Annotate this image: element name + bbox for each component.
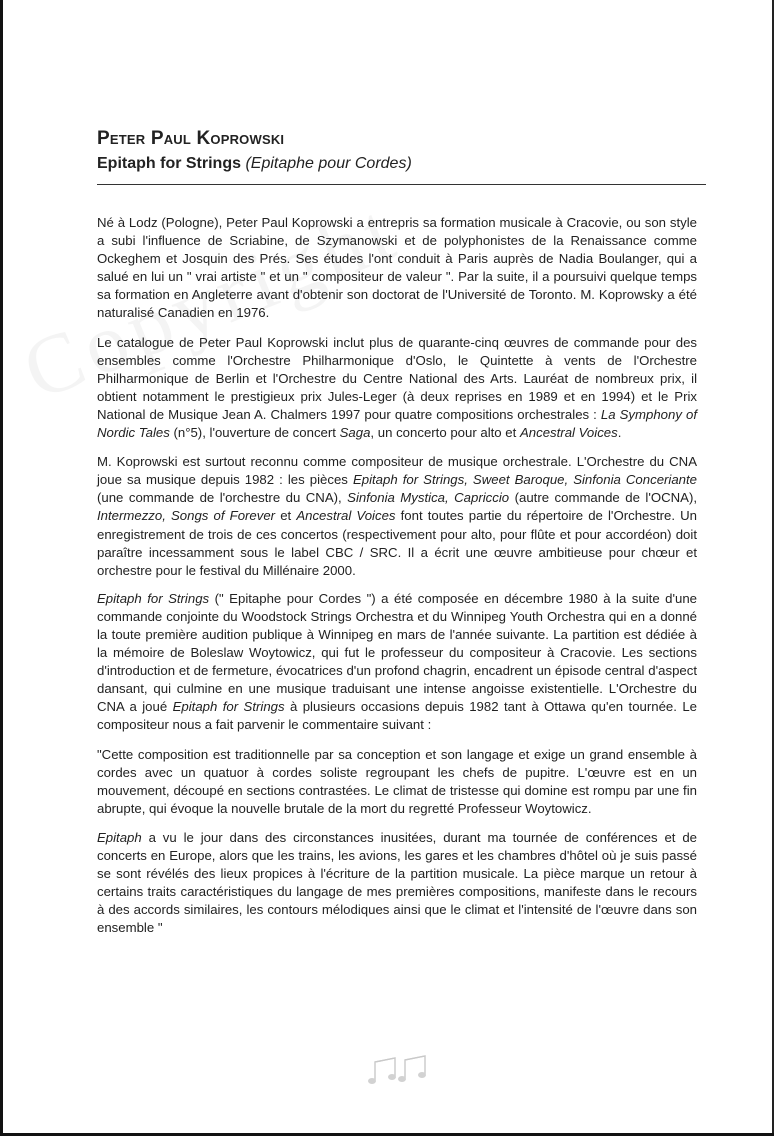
- paragraph-biography: Né à Lodz (Pologne), Peter Paul Koprowski a entrepris sa formation musicale à Cracovie, ou son style a subi l'influence de Scriabine, de Szymanowski et de polyphonistes de la Renaissance comme Ockeghem et Josquin des Prés. Ses études l'ont conduit à Paris auprès de Nadia Boulanger, qui a salué en lui un " vrai artiste " et un " compositeur de valeur ". Par la suite, il a poursuivi quelque temps sa formation en Angleterre avant d'obtenir son doctorat de l'Université de Toronto. M. Koprowsky a été naturalisé Canadien en 1976.: [97, 215, 697, 321]
- work-title-fr: (Epitaphe pour Cordes): [245, 155, 412, 172]
- work-reference: Sinfonia Mystica, Capriccio: [347, 490, 510, 506]
- text-run: (une commande de l'orchestre du CNA),: [97, 490, 348, 506]
- paragraph-epitaph: [97, 590, 697, 735]
- paragraph-quote-1: "Cette composition est traditionnelle par sa conception et son langage et exige un grand ensemble à cordes avec un quatuor à cordes soliste regroupant les chefs de pupitre. L'œuvre est en un mouvement, découpé en sections contrastées. Le climat de tristesse qui domine est rompu par une fin abrupte, qui évoque la nouvelle brutale de la mort du regretté Professeur Woytowicz.: [97, 746, 697, 816]
- text-run: font toutes partie du répertoire de l'Orchestre. Un enregistrement de trois de ces concertos (respectivement pour alto, pour flûte et pour accordéon) doit paraître incessamment sous le label CBC / SRC. Il a écrit une œuvre ambitieuse pour chœur et orchestre pour le festival du Millénaire 2000.: [97, 508, 697, 578]
- program-notes: [97, 214, 697, 948]
- work-reference: La Symphony of Nordic Tales: [97, 406, 697, 441]
- page-header: [97, 126, 707, 176]
- text-run: Le catalogue de Peter Paul Koprowski inclut plus de quarante-cinq œuvres de commande pour des ensembles comme l'Orchestre Philharmonique d'Oslo, le Quintette à vents de l'Orchestre Philharmonique de Berlin et l'Orchestre du Centre National des Arts. Lauréat de nombreux prix, il obtient notamment le prestigieux prix Jules-Leger (à deux reprises en 1989 et en 1994) et le Prix National de Musique Jean A. Chalmers 1997 pour quatre compositions orchestrales :: [97, 334, 697, 422]
- text-run: à plusieurs occasions depuis 1982 tant à Ottawa qu'en tournée. Le compositeur nous a fait parvenir le commentaire suivant :: [97, 699, 697, 733]
- work-reference: Ancestral Voices: [519, 425, 618, 441]
- text-run: (autre commande de l'OCNA),: [509, 490, 697, 506]
- work-reference: Intermezzo, Songs of Forever: [97, 508, 276, 524]
- work-reference: Epitaph: [97, 829, 142, 845]
- text-run: et: [275, 508, 297, 524]
- work-reference: Saga: [339, 425, 371, 441]
- text-run: .: [617, 425, 622, 441]
- header-rule: [97, 184, 706, 185]
- paragraph-orchestral: [97, 453, 697, 580]
- work-reference: Epitaph for Strings: [172, 699, 285, 715]
- text-run: a vu le jour dans des circonstances inusitées, durant ma tournée de conférences et de concerts en Europe, alors que les trains, les avions, les gares et les chambres d'hôtel où je suis passé se sont révélés des lieux propices à l'écriture de la partition musicale. La pièce marque un retour à certains traits caractéristiques du langage de mes premières compositions, manifeste dans le recours à des accords similaires, les contours mélodiques ainsi que le climat et l'intensité de l'œuvre dans son ensemble ": [97, 829, 697, 936]
- text-run: (n°5), l'ouverture de concert: [169, 425, 340, 441]
- text-run: (" Epitaphe pour Cordes ") a été composée en décembre 1980 à la suite d'une commande conjointe du Woodstock Strings Orchestra et du Winnipeg Youth Orchestra qui en a donné la toute première audition publique à Winnipeg en mars de l'année suivante. La partition est dédiée à la mémoire de Boleslaw Woytowicz, qui fut le professeur du compositeur à Cracovie. Les sections d'introduction et de fermeture, évocatrices d'un profond chagrin, encadrent un épisode central d'aspect dansant, qui culmine en une musique traduisant une intense angoisse existentielle. L'Orchestre du CNA a joué: [97, 590, 697, 715]
- composer-name: Peter Paul Koprowski: [97, 128, 285, 149]
- paragraph-quote-2: [97, 829, 697, 938]
- work-reference: Epitaph for Strings: [97, 590, 210, 606]
- work-title-en: Epitaph for Strings: [97, 155, 241, 172]
- paragraph-catalogue: [97, 334, 697, 443]
- scan-edge-left: [0, 0, 3, 1136]
- text-run: M. Koprowski est surtout reconnu comme compositeur de musique orchestrale. L'Orchestre du CNA joue sa musique depuis 1982 : les pièces: [97, 454, 697, 488]
- text-run: , un concerto pour alto et: [370, 425, 520, 441]
- work-title: [97, 152, 707, 176]
- work-reference: Ancestral Voices: [296, 508, 396, 524]
- music-notes-icon: [365, 1052, 435, 1088]
- work-reference: Epitaph for Strings, Sweet Baroque, Sinfonia Conceriante: [352, 472, 698, 488]
